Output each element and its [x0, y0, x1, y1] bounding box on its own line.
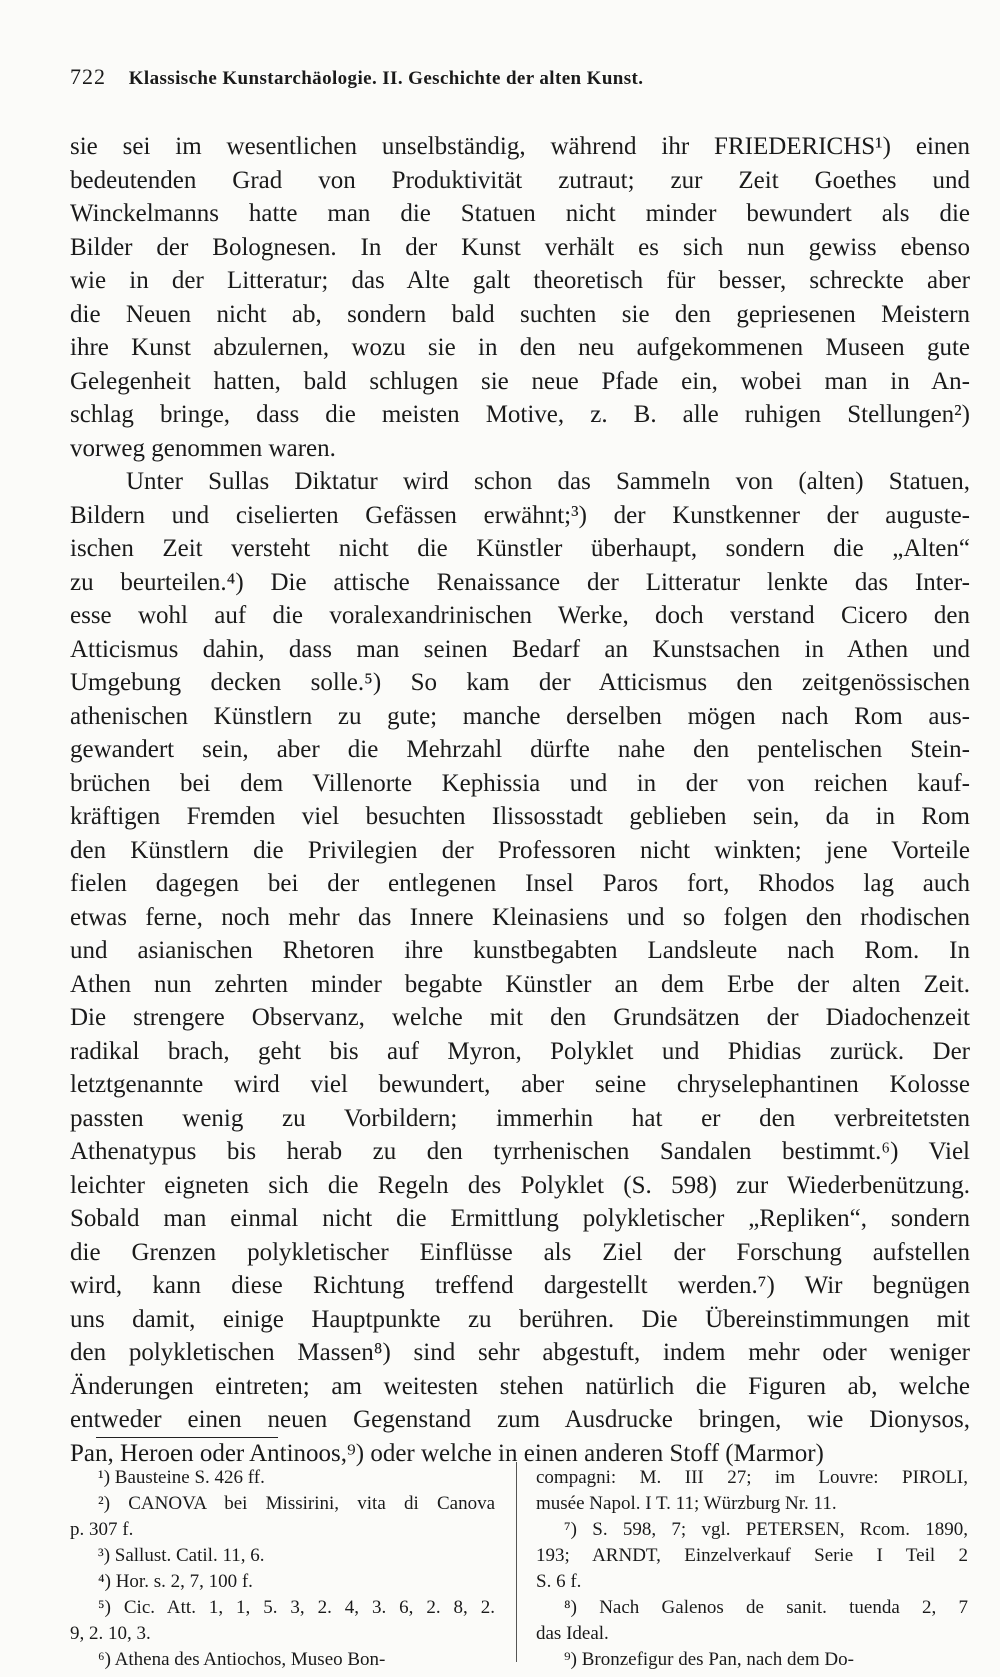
text-line: Gelegenheit hatten, bald schlugen sie neue Pfade ein, wobei man in An- — [70, 367, 970, 395]
text-line: fielen dagegen bei der entlegenen Insel Paros fort, Rhodos lag auch — [70, 870, 970, 897]
text-line: etwas ferne, noch mehr das Innere Kleinasiens und so folgen den rhodischen — [70, 903, 970, 931]
footnote-line: ²) CANOVA bei Missirini, vita di Canova — [98, 1493, 495, 1514]
text-line: Winckelmanns hatte man die Statuen nicht minder bewundert als die — [70, 200, 970, 227]
text-line: ihre Kunst abzulernen, wozu sie in den neu aufgekommenen Museen gute — [70, 334, 970, 361]
text-line: Athen nun zehrten minder begabte Künstler an dem Erbe der alten Zeit. — [70, 970, 970, 998]
text-line: radikal brach, geht bis auf Myron, Polyklet und Phidias zurück. Der — [70, 1037, 970, 1065]
text-line: sie sei im wesentlichen unselbständig, während ihr FRIEDERICHS¹) einen — [70, 133, 970, 160]
text-line: kräftigen Fremden viel besuchten Ilissosstadt geblieben sein, da in Rom — [70, 803, 970, 830]
text-line: ischen Zeit versteht nicht die Künstler überhaupt, sondern die „Alten“ — [70, 535, 970, 562]
footnote-line: ⁶) Athena des Antiochos, Museo Bon- — [98, 1649, 386, 1670]
footnote-rule — [96, 1437, 278, 1438]
page-number: 722 — [70, 64, 106, 89]
text-line: zu beurteilen.⁴) Die attische Renaissance der Litteratur lenkte das Inter- — [70, 568, 970, 596]
text-line: letztgenannte wird viel bewundert, aber seine chryselephantinen Kolosse — [70, 1071, 970, 1098]
text-line: esse wohl auf die voralexandrinischen Werke, doch verstand Cicero den — [70, 602, 970, 629]
text-line: schlag bringe, dass die meisten Motive, z. B. alle ruhigen Stellungen²) — [70, 401, 970, 428]
footnote-line: S. 6 f. — [536, 1571, 582, 1592]
text-line: wie in der Litteratur; das Alte galt theoretisch für besser, schreckte aber — [70, 267, 970, 294]
text-line: die Grenzen polykletischer Einflüsse als Ziel der Forschung aufstellen — [70, 1238, 970, 1266]
text-line: brüchen bei dem Villenorte Kephissia und in der von reichen kauf- — [70, 769, 970, 797]
text-line: Bildern und ciselierten Gefässen erwähnt;³) der Kunstkenner der auguste- — [70, 501, 970, 529]
text-line: den Künstlern die Privilegien der Professoren nicht winkten; jene Vorteile — [70, 836, 970, 864]
footnote-line: das Ideal. — [536, 1623, 609, 1644]
page-header — [70, 64, 950, 90]
text-line: gewandert sein, aber die Mehrzahl dürfte nahe den pentelischen Stein- — [70, 736, 970, 763]
footnote-line: ⁴) Hor. s. 2, 7, 100 f. — [98, 1571, 253, 1592]
text-line: und asianischen Rhetoren ihre kunstbegabten Landsleute nach Rom. In — [70, 937, 970, 964]
footnote-line: ³) Sallust. Catil. 11, 6. — [98, 1545, 265, 1566]
footnote-line: ¹) Bausteine S. 426 ff. — [98, 1467, 265, 1488]
footnote-line: ⁷) S. 598, 7; vgl. PETERSEN, Rcom. 1890, — [564, 1519, 968, 1540]
text-line: wird, kann diese Richtung treffend dargestellt werden.⁷) Wir begnügen — [70, 1272, 970, 1299]
footnote-line: p. 307 f. — [70, 1519, 134, 1540]
text-line: entweder einen neuen Gegenstand zum Ausdrucke bringen, wie Dionysos, — [70, 1406, 970, 1433]
text-line: uns damit, einige Hauptpunkte zu berühren. Die Übereinstimmungen mit — [70, 1305, 970, 1333]
text-line: bedeutenden Grad von Produktivität zutraut; zur Zeit Goethes und — [70, 166, 970, 194]
text-line: Bilder der Bolognesen. In der Kunst verhält es sich nun gewiss ebenso — [70, 233, 970, 261]
running-title: Klassische Kunstarchäologie. II. Geschichte der alten Kunst. — [128, 68, 644, 89]
main-text — [70, 130, 970, 1470]
text-line: Änderungen eintreten; am weitesten stehen natürlich die Figuren ab, welche — [70, 1372, 970, 1400]
text-line: leichter eigneten sich die Regeln des Polyklet (S. 598) zur Wiederbenützung. — [70, 1171, 970, 1199]
text-line: die Neuen nicht ab, sondern bald suchten sie den gepriesenen Meistern — [70, 300, 970, 328]
text-line: Umgebung decken solle.⁵) So kam der Atticismus den zeitgenössischen — [70, 669, 970, 696]
text-line: passten wenig zu Vorbildern; immerhin hat er den verbreitetsten — [70, 1104, 970, 1132]
footnote-line: ⁹) Bronzefigur des Pan, nach dem Do- — [564, 1649, 854, 1670]
text-line: Atticismus dahin, dass man seinen Bedarf an Kunstsachen in Athen und — [70, 635, 970, 663]
footnote-line: 193; ARNDT, Einzelverkauf Serie I Teil 2 — [536, 1545, 968, 1566]
text-line: Sobald man einmal nicht die Ermittlung polykletischer „Repliken“, sondern — [70, 1205, 970, 1232]
text-line: athenischen Künstlern zu gute; manche derselben mögen nach Rom aus- — [70, 702, 970, 730]
footnote-column-divider — [516, 1462, 517, 1662]
text-line: Die strengere Observanz, welche mit den Grundsätzen der Diadochenzeit — [70, 1004, 970, 1031]
footnote-line: musée Napol. I T. 11; Würzburg Nr. 11. — [536, 1493, 837, 1514]
footnotes-left-column — [70, 1465, 495, 1673]
footnote-line: compagni: M. III 27; im Louvre: PIROLI, — [536, 1467, 968, 1488]
text-line: Unter Sullas Diktatur wird schon das Sammeln von (alten) Statuen, — [126, 468, 970, 495]
footnote-line: ⁵) Cic. Att. 1, 1, 5. 3, 2. 4, 3. 6, 2. 8, 2. — [98, 1597, 495, 1618]
text-line: Pan, Heroen oder Antinoos,⁹) oder welche in einen anderen Stoff (Marmor) — [70, 1439, 824, 1467]
footnote-line: ⁸) Nach Galenos de sanit. tuenda 2, 7 — [564, 1597, 968, 1618]
text-line: den polykletischen Massen⁸) sind sehr abgestuft, indem mehr oder weniger — [70, 1339, 970, 1366]
text-line: vorweg genommen waren. — [70, 434, 336, 462]
footnote-line: 9, 2. 10, 3. — [70, 1623, 151, 1644]
text-line: Athenatypus bis herab zu den tyrrhenischen Sandalen bestimmt.⁶) Viel — [70, 1138, 970, 1165]
footnotes-right-column — [536, 1465, 968, 1673]
